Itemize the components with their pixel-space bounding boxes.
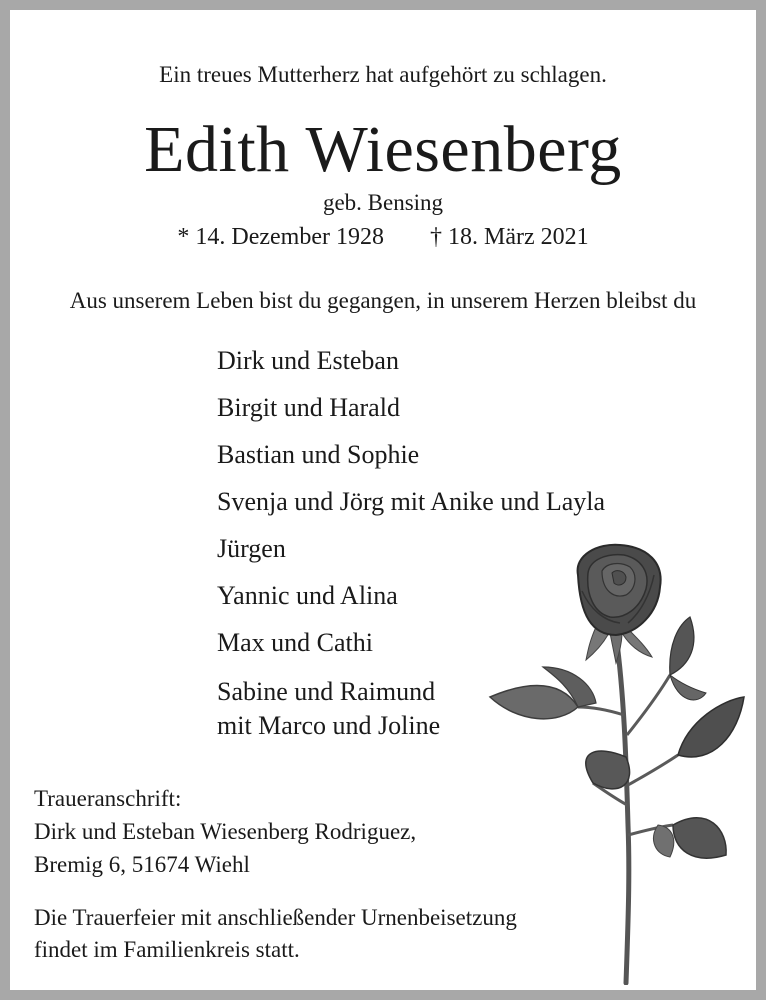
deceased-name: Edith Wiesenberg xyxy=(144,113,622,186)
rose-image xyxy=(478,535,748,985)
notice-line-1: Die Trauerfeier mit anschließender Urnenbeisetzung xyxy=(34,905,517,930)
obituary-card xyxy=(10,10,756,990)
motto: Aus unserem Leben bist du gegangen, in unserem Herzen bleibst du xyxy=(69,288,697,313)
birth-date: * 14. Dezember 1928 xyxy=(177,224,384,250)
mourner-item: Jürgen xyxy=(217,534,286,563)
mourner-item: Svenja und Jörg mit Anike und Layla xyxy=(217,487,606,516)
mourner-item: Birgit und Harald xyxy=(217,393,400,422)
opening-line: Ein treues Mutterherz hat aufgehört zu schlagen. xyxy=(159,62,607,87)
mourner-item: Yannic und Alina xyxy=(217,581,398,610)
life-dates xyxy=(10,224,756,251)
birth-name: geb. Bensing xyxy=(322,190,444,215)
mourner-item: Max und Cathi xyxy=(217,628,373,657)
mourner-line-1: Sabine und Raimund xyxy=(217,677,436,706)
address-label: Traueranschrift: xyxy=(34,786,182,811)
mourner-line-2: mit Marco und Joline xyxy=(217,711,441,740)
mourner-item: Dirk und Esteban xyxy=(217,346,399,375)
mourner-item: Bastian und Sophie xyxy=(217,440,420,469)
address-street: Bremig 6, 51674 Wiehl xyxy=(34,852,250,877)
notice-line-2: findet im Familienkreis statt. xyxy=(34,937,300,962)
death-date: † 18. März 2021 xyxy=(429,224,589,250)
funeral-notice xyxy=(34,902,517,966)
address-name: Dirk und Esteban Wiesenberg Rodriguez, xyxy=(34,819,417,844)
